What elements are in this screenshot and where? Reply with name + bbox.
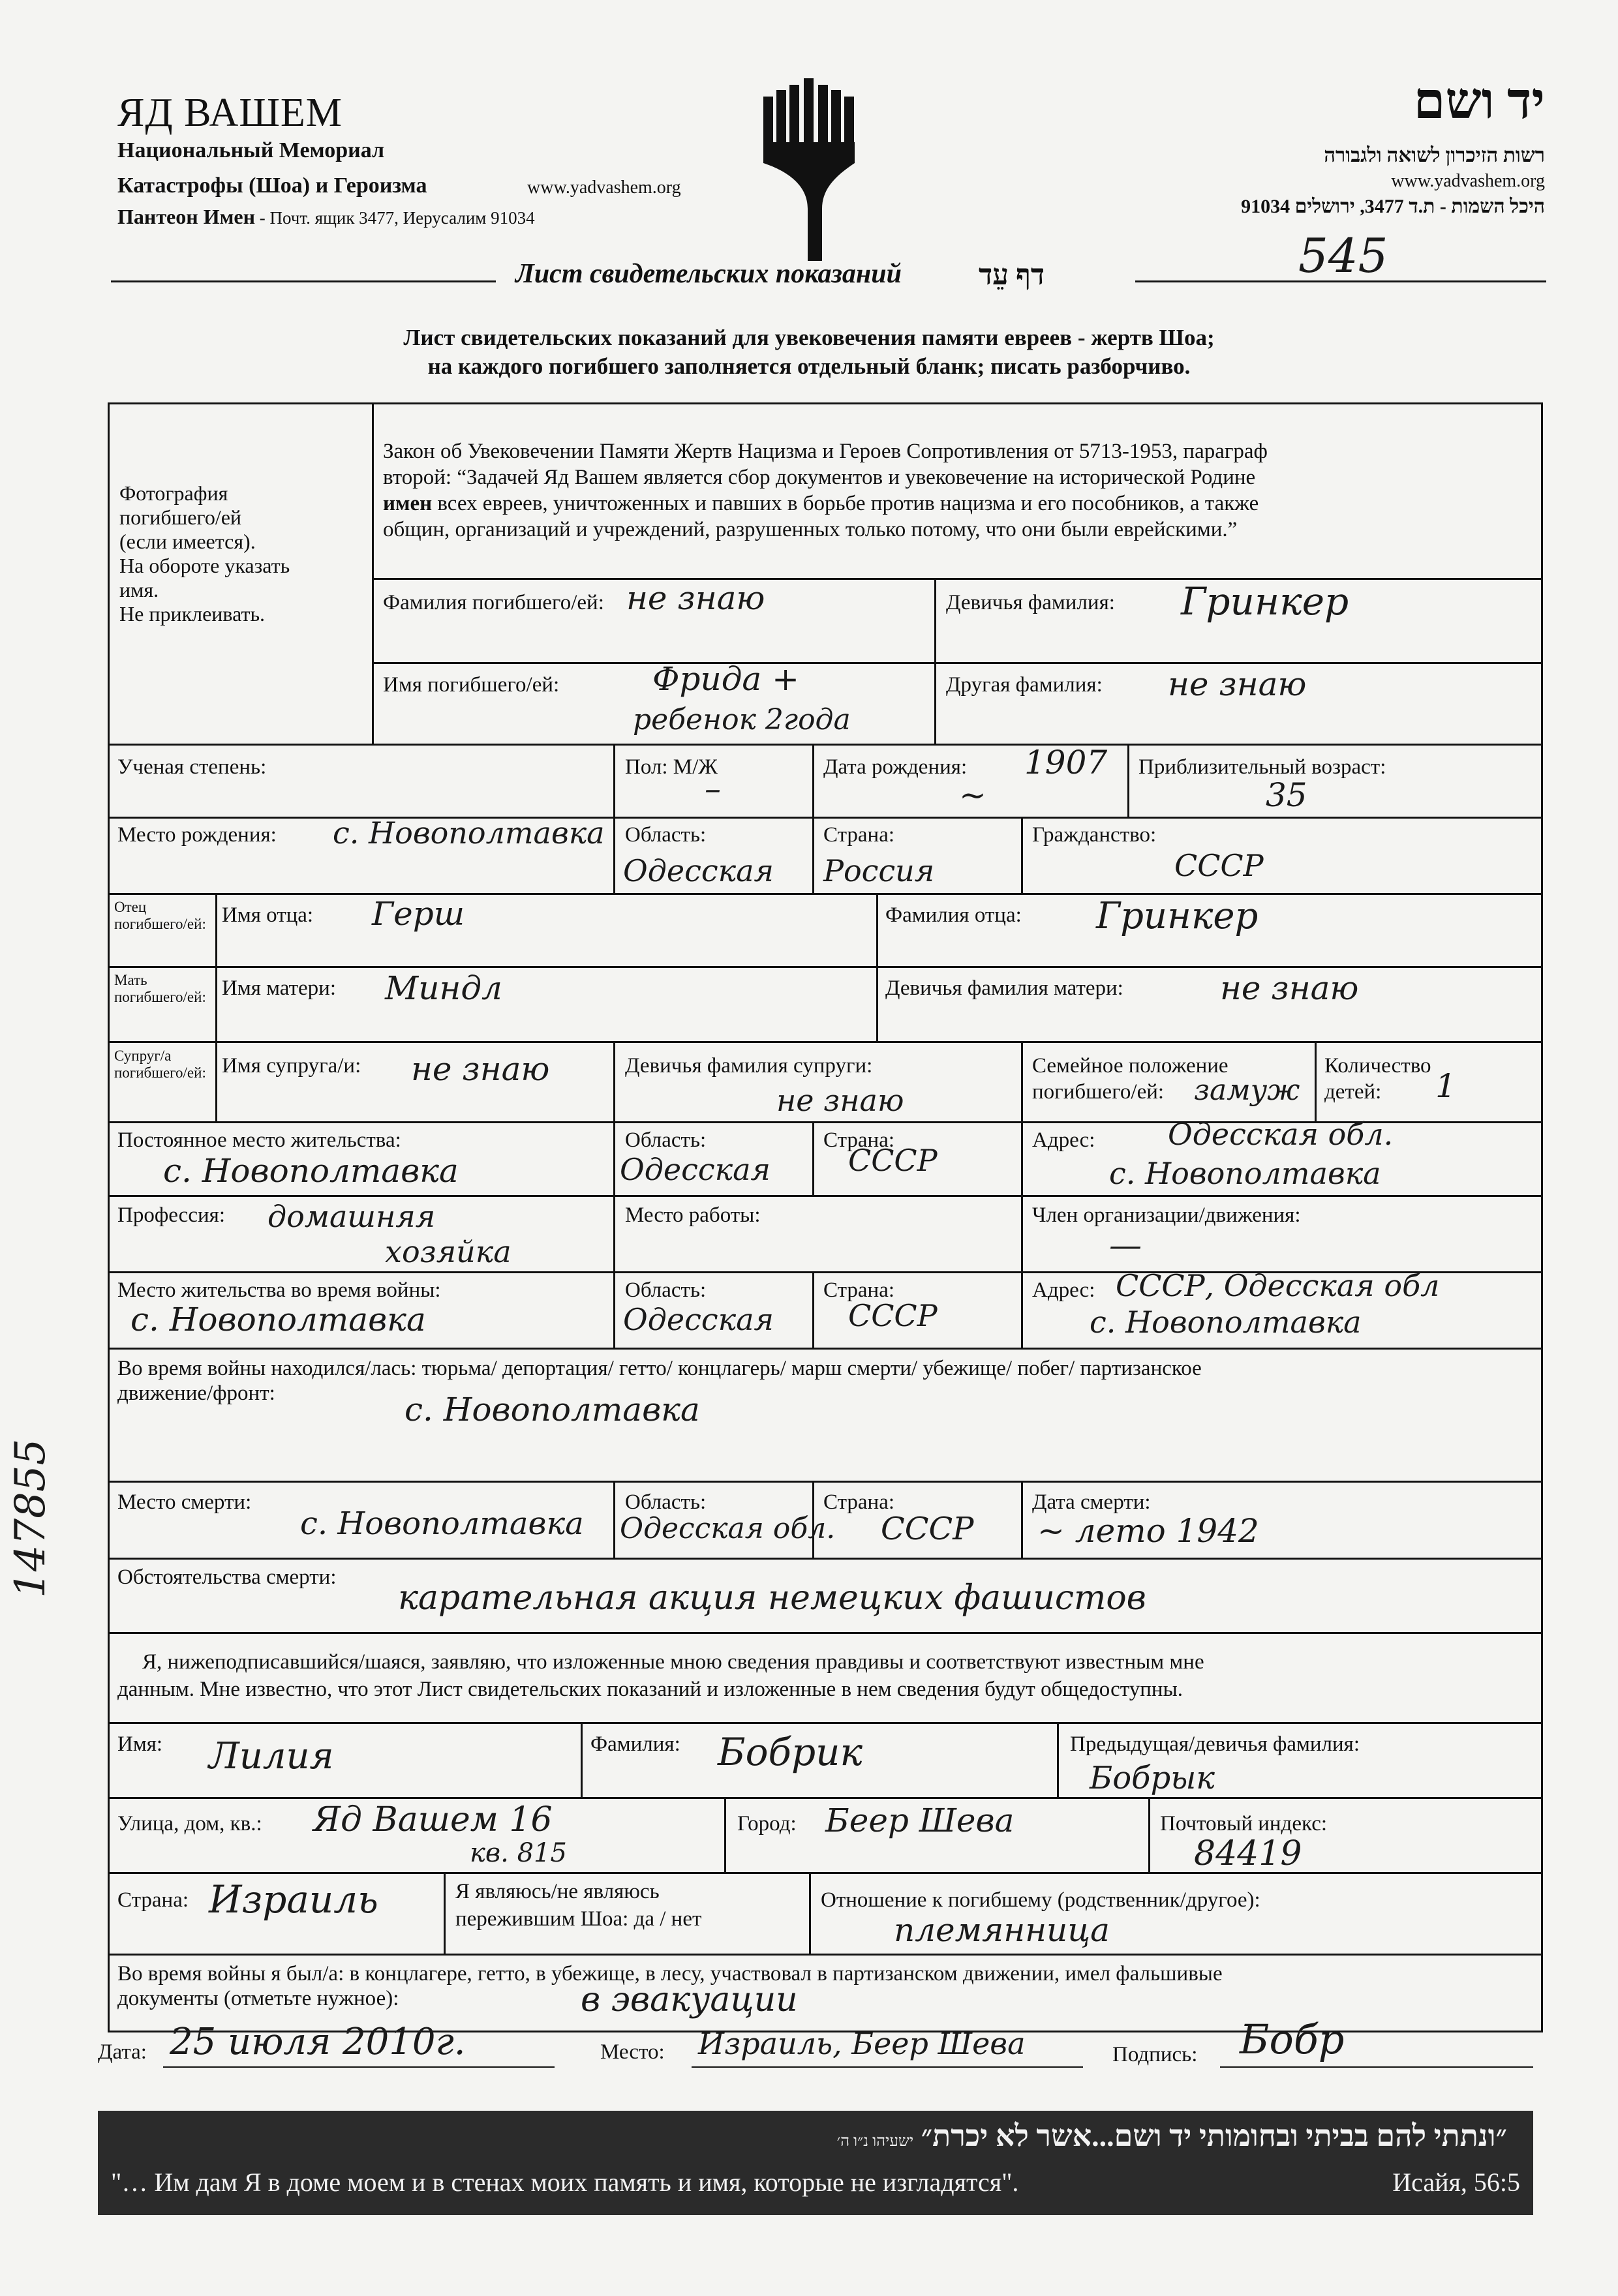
header-line3-he: היכל השמות - ת.ד 3477, ירושלים 91034 bbox=[1241, 196, 1545, 217]
mother-side-label: Мать погибшего/ей: bbox=[114, 972, 206, 1005]
death-region-label: Область: bbox=[625, 1490, 707, 1514]
father-surname-value[interactable]: Гринкер bbox=[1096, 895, 1259, 937]
photo-label-line: На обороте указать bbox=[119, 554, 290, 577]
photo-label-line: (если имеется). bbox=[119, 530, 256, 553]
law-line: второй: “Задачей Яд Вашем является сбор документов и увековечение на исторической Родине bbox=[383, 466, 1256, 489]
header-title-ru: ЯД ВАШЕМ bbox=[117, 91, 343, 135]
date-value[interactable]: 25 июля 2010г. bbox=[170, 2021, 466, 2063]
signature-value[interactable]: Бобр bbox=[1240, 2016, 1345, 2063]
citizenship-label: Гражданство: bbox=[1032, 823, 1157, 847]
birth-place-label: Место рождения: bbox=[117, 823, 277, 847]
father-name-label: Имя отца: bbox=[222, 903, 314, 927]
victim-maiden-label: Девичья фамилия: bbox=[946, 591, 1115, 614]
victim-name-value-2[interactable]: ребенок 2года bbox=[633, 703, 851, 736]
law-bold-word: имен bbox=[383, 492, 433, 515]
death-region-value[interactable]: Одесская обл. bbox=[620, 1512, 836, 1545]
submitter-country-label: Страна: bbox=[117, 1888, 189, 1912]
victim-surname-label: Фамилия погибшего/ей: bbox=[383, 591, 604, 614]
residence-country-label: Страна: bbox=[823, 1128, 895, 1152]
submitter-prev-surname-value[interactable]: Бобрык bbox=[1090, 1760, 1215, 1796]
victim-surname-value[interactable]: не знаю bbox=[626, 579, 765, 617]
law-line-rest: всех евреев, уничтоженных и павших в борьбе против нацизма и его пособников, а также bbox=[432, 492, 1259, 515]
wartime-region-value[interactable]: Одесская bbox=[623, 1302, 774, 1337]
circumstances-label: Обстоятельства смерти: bbox=[117, 1565, 337, 1589]
death-country-label: Страна: bbox=[823, 1490, 895, 1514]
profession-value-2[interactable]: хозяйка bbox=[385, 1234, 511, 1269]
submitter-city-label: Город: bbox=[737, 1812, 797, 1835]
footer-banner bbox=[98, 2111, 1533, 2215]
during-war-label-1: Во время войны находился/лась: тюрьма/ депортация/ гетто/ концлагерь/ марш смерти/ убежище/ побег/ партизанское bbox=[117, 1357, 1202, 1380]
residence-country-value[interactable]: СССР bbox=[848, 1143, 938, 1178]
birth-region-label: Область: bbox=[625, 823, 707, 847]
wartime-country-value[interactable]: СССР bbox=[848, 1298, 938, 1333]
father-side-label: Отец погибшего/ей: bbox=[114, 899, 206, 932]
victim-maiden-value[interactable]: Гринкер bbox=[1181, 579, 1349, 624]
children-label-2: детей: bbox=[1324, 1080, 1382, 1104]
relation-value[interactable]: племянница bbox=[894, 1911, 1110, 1949]
spouse-name-value[interactable]: не знаю bbox=[411, 1050, 550, 1088]
sheet-number: 545 bbox=[1298, 228, 1388, 283]
footer-hebrew-source: ישעיהו נ״ו ה׳ bbox=[836, 2133, 914, 2150]
spouse-maiden-label: Девичья фамилия супруги: bbox=[625, 1054, 873, 1078]
law-line: Закон об Увековечении Памяти Жертв Нацизма и Героев Сопротивления от 5713-1953, параграф bbox=[383, 440, 1268, 463]
submitter-street-value-2[interactable]: кв. 815 bbox=[470, 1838, 567, 1868]
mother-maiden-value[interactable]: не знаю bbox=[1220, 969, 1359, 1007]
during-war-value[interactable]: с. Новополтавка bbox=[404, 1391, 700, 1428]
father-name-value[interactable]: Герш bbox=[372, 895, 465, 933]
residence-value[interactable]: с. Новополтавка bbox=[163, 1152, 459, 1190]
survivor-label-2[interactable]: пережившим Шоа: да / нет bbox=[455, 1907, 702, 1931]
submitter-during-war-label-2: документы (отметьте нужное): bbox=[117, 1987, 399, 2010]
father-surname-label: Фамилия отца: bbox=[885, 903, 1022, 927]
degree-label: Ученая степень: bbox=[117, 755, 267, 779]
submitter-prev-surname-label: Предыдущая/девичья фамилия: bbox=[1070, 1732, 1360, 1756]
footer-hebrew-quote bbox=[98, 2119, 1507, 2153]
victim-other-surname-value[interactable]: не знаю bbox=[1168, 665, 1307, 703]
header-line1-ru: Национальный Мемориал bbox=[117, 138, 385, 162]
header-line3-ru bbox=[117, 205, 535, 229]
residence-address-1[interactable]: Одесская обл. bbox=[1168, 1117, 1394, 1152]
intro-line-2: на каждого погибшего заполняется отдельный бланк; писать разборчиво. bbox=[427, 354, 1191, 379]
submitter-zip-label: Почтовый индекс: bbox=[1160, 1812, 1328, 1835]
survivor-label-1: Я являюсь/не являюсь bbox=[455, 1880, 660, 1903]
residence-region-value[interactable]: Одесская bbox=[620, 1152, 771, 1187]
submitter-zip-value[interactable]: 84419 bbox=[1194, 1834, 1302, 1873]
law-text bbox=[383, 438, 1268, 543]
header-website-he: www.yadvashem.org bbox=[1391, 171, 1545, 191]
residence-region-label: Область: bbox=[625, 1128, 707, 1152]
residence-address-2[interactable]: с. Новополтавка bbox=[1109, 1156, 1381, 1191]
death-date-label: Дата смерти: bbox=[1032, 1490, 1151, 1514]
during-war-label-2: движение/фронт: bbox=[117, 1382, 275, 1405]
submitter-surname-label: Фамилия: bbox=[590, 1732, 680, 1756]
member-label: Член организации/движения: bbox=[1032, 1203, 1301, 1227]
birth-country-value[interactable]: Россия bbox=[823, 853, 935, 888]
title-rule-left bbox=[111, 280, 496, 282]
approx-age-label: Приблизительный возраст: bbox=[1138, 755, 1386, 779]
photo-label-line: погибшего/ей bbox=[119, 506, 242, 529]
wartime-country-label: Страна: bbox=[823, 1278, 895, 1302]
header-line3-bold: Пантеон Имен bbox=[117, 205, 256, 228]
wartime-label: Место жительства во время войны: bbox=[117, 1278, 441, 1302]
workplace-label: Место работы: bbox=[625, 1203, 761, 1227]
profession-label: Профессия: bbox=[117, 1203, 225, 1227]
law-line: общин, организаций и учреждений, разрушенных только потому, что они были еврейскими.” bbox=[383, 518, 1238, 541]
intro-line-1: Лист свидетельских показаний для увековечения памяти евреев - жертв Шоа; bbox=[403, 325, 1215, 350]
victim-other-surname-label: Другая фамилия: bbox=[946, 673, 1103, 697]
birth-region-value[interactable]: Одесская bbox=[623, 853, 774, 888]
menorah-logo-icon bbox=[757, 78, 861, 267]
photo-box-label bbox=[119, 481, 290, 626]
submitter-during-war-value[interactable]: в эвакуации bbox=[581, 1980, 798, 2019]
footer-russian-quote: "… Им дам Я в доме моем и в стенах моих память и имя, которые не изгладятся". bbox=[111, 2168, 1019, 2197]
birth-date-value[interactable]: 1907 bbox=[1024, 744, 1108, 781]
place-value[interactable]: Израиль, Беер Шева bbox=[698, 2026, 1026, 2061]
mother-name-label: Имя матери: bbox=[222, 976, 336, 1000]
birth-date-extra: ~ bbox=[959, 776, 986, 814]
signature-label: Подпись: bbox=[1112, 2043, 1198, 2066]
declaration-line-1: Я, нижеподписавшийся/шаяся, заявляю, что изложенные мною сведения правдивы и соответствуют известным мне bbox=[142, 1650, 1204, 1674]
declaration-line-2: данным. Мне известно, что этот Лист свидетельских показаний и изложенные в нем сведения будут общедоступны. bbox=[117, 1678, 1183, 1701]
children-value[interactable]: 1 bbox=[1435, 1067, 1456, 1105]
header-line1-he: רשות הזיכרון לשואה ולגבורה bbox=[1324, 144, 1545, 166]
header-website-ru: www.yadvashem.org bbox=[527, 177, 681, 198]
submitter-name-value[interactable]: Лилия bbox=[209, 1735, 334, 1777]
date-label: Дата: bbox=[98, 2040, 147, 2064]
photo-label-line: Не приклеивать. bbox=[119, 602, 266, 626]
photo-label-line: Фотография bbox=[119, 481, 228, 505]
footer-hebrew-quote-text: ״ונתתי להם בביתי ובחומותי יד ושם...אשר לא יכרת״ bbox=[921, 2119, 1507, 2152]
death-place-value[interactable]: с. Новополтавка bbox=[300, 1505, 584, 1542]
submitter-surname-value[interactable]: Бобрик bbox=[718, 1730, 863, 1774]
wartime-address-1[interactable]: СССР, Одесская обл bbox=[1116, 1268, 1440, 1303]
marital-label-2: погибшего/ей: bbox=[1032, 1080, 1165, 1104]
submitter-city-value[interactable]: Беер Шева bbox=[825, 1802, 1015, 1839]
submitter-country-value[interactable]: Израиль bbox=[209, 1877, 378, 1922]
relation-label: Отношение к погибшему (родственник/другое): bbox=[821, 1888, 1260, 1912]
place-label: Место: bbox=[600, 2040, 665, 2064]
footer-russian-source: Исайя, 56:5 bbox=[1392, 2168, 1520, 2197]
submitter-street-label: Улица, дом, кв.: bbox=[117, 1812, 262, 1835]
spouse-side-label: Супруг/а погибшего/ей: bbox=[114, 1048, 206, 1081]
marital-value[interactable]: замуж bbox=[1194, 1074, 1300, 1107]
member-value[interactable]: — bbox=[1109, 1226, 1142, 1264]
victim-name-label: Имя погибшего/ей: bbox=[383, 673, 560, 697]
header-line3-rest: - Почт. ящик 3477, Иерусалим 91034 bbox=[255, 208, 535, 228]
residence-address-label: Адрес: bbox=[1032, 1128, 1095, 1152]
mother-name-value[interactable]: Миндл bbox=[385, 969, 502, 1007]
margin-number: 147855 bbox=[7, 1438, 55, 1598]
marital-label-1: Семейное положение bbox=[1032, 1054, 1229, 1078]
birth-country-label: Страна: bbox=[823, 823, 895, 847]
circumstances-value[interactable]: карательная акция немецких фашистов bbox=[398, 1578, 1146, 1618]
submitter-street-value-1[interactable]: Яд Вашем 16 bbox=[313, 1800, 553, 1839]
form-title-he: דף עֵד bbox=[979, 259, 1045, 291]
residence-label: Постоянное место жительства: bbox=[117, 1128, 401, 1152]
wartime-value[interactable]: с. Новополтавка bbox=[130, 1301, 426, 1338]
header-line2-ru: Катастрофы (Шоа) и Героизма bbox=[117, 174, 427, 198]
form-title-ru: Лист свидетельских показаний bbox=[515, 259, 902, 289]
header-title-he: יד ושם bbox=[1413, 72, 1545, 129]
wartime-address-2[interactable]: с. Новополтавка bbox=[1090, 1305, 1362, 1340]
citizenship-value[interactable]: СССР bbox=[1174, 848, 1264, 883]
death-country-value[interactable]: СССР bbox=[881, 1511, 974, 1547]
wartime-region-label: Область: bbox=[625, 1278, 707, 1302]
sex-label: Пол: М/Ж bbox=[625, 755, 718, 779]
submitter-during-war-label-1: Во время войны я был/а: в концлагере, гетто, в убежище, в лесу, участвовал в партизанском движении, имел фальшивые bbox=[117, 1962, 1223, 1986]
wartime-address-label: Адрес: bbox=[1032, 1278, 1095, 1302]
birth-place-value[interactable]: с. Новополтавка bbox=[333, 815, 605, 851]
law-line bbox=[383, 491, 1268, 517]
victim-name-value-1[interactable]: Фрида + bbox=[652, 660, 799, 698]
spouse-name-label: Имя супруга/и: bbox=[222, 1054, 361, 1078]
submitter-name-label: Имя: bbox=[117, 1732, 163, 1756]
profession-value-1[interactable]: домашняя bbox=[267, 1199, 436, 1234]
approx-age-value[interactable]: 35 bbox=[1266, 776, 1307, 814]
children-label-1: Количество bbox=[1324, 1054, 1431, 1078]
sex-value[interactable]: – bbox=[705, 770, 721, 808]
birth-date-label: Дата рождения: bbox=[823, 755, 968, 779]
mother-maiden-label: Девичья фамилия матери: bbox=[885, 976, 1123, 1000]
death-date-value[interactable]: ~ лето 1942 bbox=[1037, 1512, 1259, 1550]
spouse-maiden-value[interactable]: не знаю bbox=[776, 1083, 904, 1118]
photo-label-line: имя. bbox=[119, 578, 159, 601]
death-place-label: Место смерти: bbox=[117, 1490, 252, 1514]
